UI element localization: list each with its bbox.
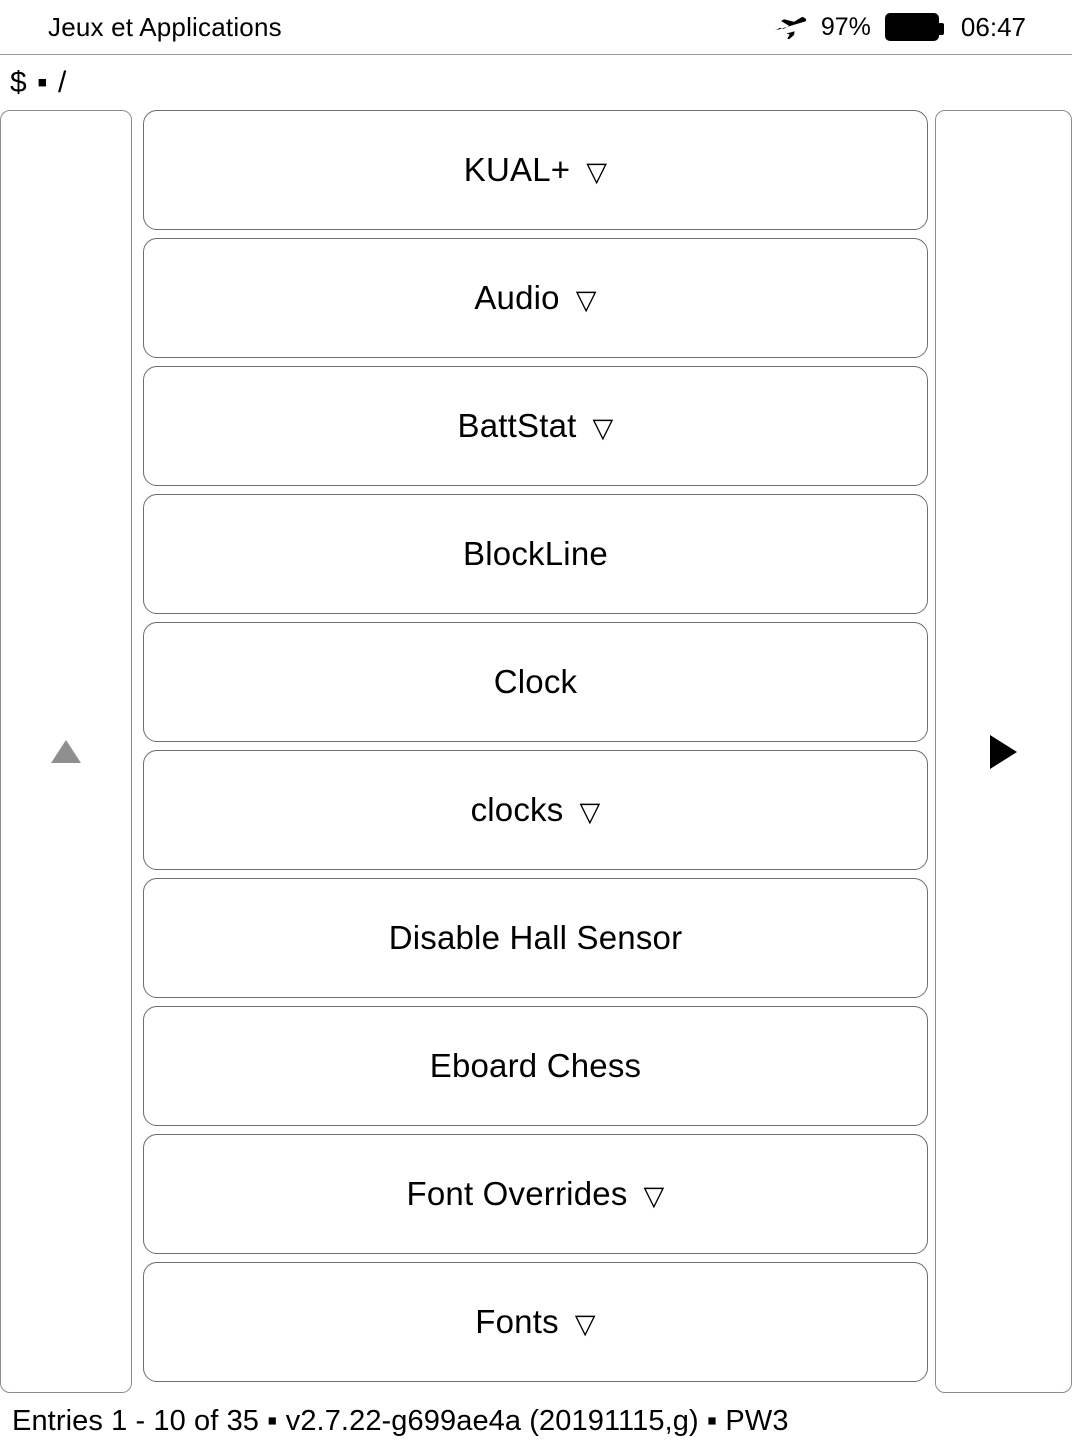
battery-full-icon xyxy=(885,13,939,41)
menu-entry-label: Fonts xyxy=(475,1303,559,1340)
menu-entry[interactable] xyxy=(143,750,928,870)
menu-list xyxy=(143,110,928,1393)
menu-entry[interactable] xyxy=(143,110,928,230)
submenu-triangle-icon: ▽ xyxy=(592,412,614,443)
submenu-triangle-icon: ▽ xyxy=(643,1180,665,1211)
main-content xyxy=(0,110,1072,1394)
menu-entry-label: clocks xyxy=(470,791,564,828)
menu-entry-label: Audio xyxy=(474,279,560,316)
menu-entry[interactable] xyxy=(143,1006,928,1126)
current-path-label: $ ▪ / xyxy=(10,66,68,99)
footer-bar xyxy=(0,1394,1072,1448)
battery-percent-label: 97% xyxy=(820,12,871,41)
submenu-triangle-icon: ▽ xyxy=(574,1308,596,1339)
menu-entry-label: KUAL+ xyxy=(463,151,571,188)
next-page-pane[interactable] xyxy=(935,110,1072,1393)
status-bar-title: Jeux et Applications xyxy=(48,11,282,42)
submenu-triangle-icon: ▽ xyxy=(575,284,597,315)
submenu-triangle-icon: ▽ xyxy=(586,156,608,187)
status-bar-clock: 06:47 xyxy=(960,11,1026,42)
menu-entry-label: Disable Hall Sensor xyxy=(388,919,683,956)
status-bar xyxy=(0,0,1072,55)
menu-entry[interactable] xyxy=(143,1134,928,1254)
menu-entry-label: BattStat xyxy=(457,407,577,444)
triangle-right-icon[interactable] xyxy=(990,735,1017,769)
menu-entry[interactable] xyxy=(143,878,928,998)
triangle-up-icon[interactable] xyxy=(51,740,81,763)
footer-status-label: Entries 1 - 10 of 35 ▪ v2.7.22-g699ae4a (20191115,g) ▪ PW3 xyxy=(12,1404,789,1437)
menu-entry[interactable] xyxy=(143,238,928,358)
menu-entry[interactable] xyxy=(143,622,928,742)
status-bar-indicators xyxy=(773,12,1026,43)
menu-entry-label: BlockLine xyxy=(463,535,608,572)
menu-entry[interactable] xyxy=(143,1262,928,1382)
submenu-triangle-icon: ▽ xyxy=(579,796,601,827)
path-bar xyxy=(0,56,1072,110)
menu-entry-label: Font Overrides xyxy=(406,1175,628,1212)
airplane-mode-icon xyxy=(773,12,807,42)
scroll-up-pane[interactable] xyxy=(0,110,132,1393)
menu-entry[interactable] xyxy=(143,366,928,486)
menu-entry-label: Eboard Chess xyxy=(429,1047,642,1084)
menu-entry-label: Clock xyxy=(493,663,578,700)
menu-entry[interactable] xyxy=(143,494,928,614)
